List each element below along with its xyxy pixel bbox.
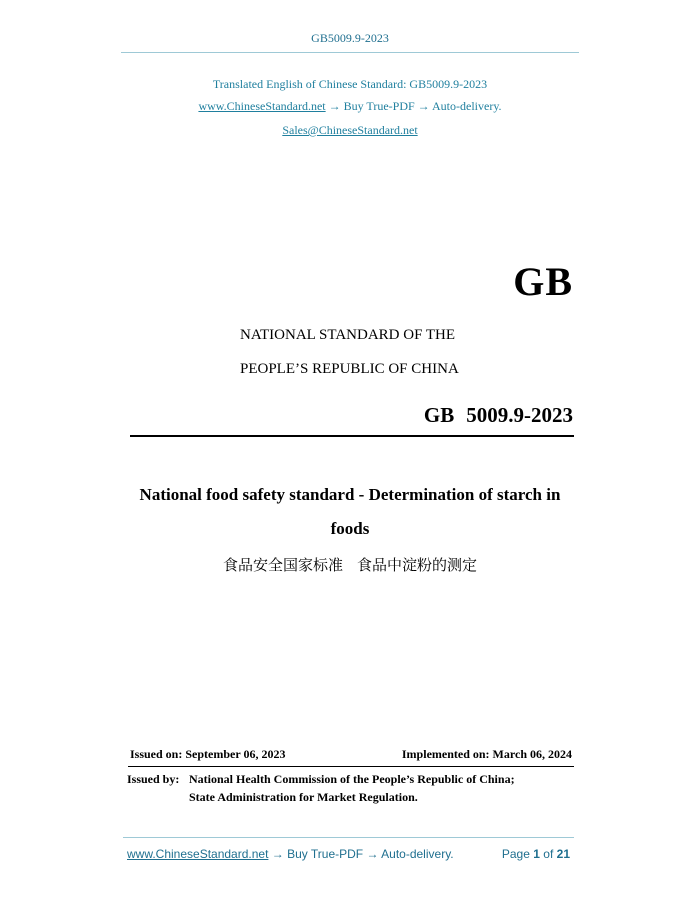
title-chinese: [0, 554, 700, 575]
page-of: of: [543, 847, 554, 861]
arrow-icon: →: [328, 99, 341, 113]
standard-prefix: GB: [423, 403, 455, 427]
issued-on-date: Issued on: September 06, 2023: [130, 747, 286, 761]
email-link[interactable]: Sales@ChineseStandard.net: [282, 123, 418, 137]
implemented-on-date: Implemented on: March 06, 2024: [401, 747, 572, 761]
title-english-line1: National food safety standard - Determination of starch in: [139, 485, 561, 504]
title-english-line2: foods: [330, 519, 370, 538]
title-chinese-part2: 食品中淀粉的测定: [357, 556, 478, 574]
footer-divider: [123, 837, 574, 838]
footer-auto-text: Auto-delivery.: [381, 847, 454, 861]
issued-by-line2: State Administration for Market Regulation.: [189, 790, 418, 804]
standard-code: 5009.9-2023: [466, 403, 573, 427]
national-standard-line1: NATIONAL STANDARD OF THE: [240, 327, 456, 343]
national-standard-line2: PEOPLE’S REPUBLIC OF CHINA: [240, 361, 459, 377]
translated-notice: Translated English of Chinese Standard: GB5009.9-2023: [212, 77, 488, 91]
arrow-icon: →: [366, 847, 379, 861]
header-document-code: GB5009.9-2023: [311, 31, 389, 45]
arrow-icon: →: [417, 99, 430, 113]
page-current: 1: [533, 847, 540, 861]
footer-site-link[interactable]: www.ChineseStandard.net: [127, 847, 269, 861]
issued-by-line1: National Health Commission of the People’s Republic of China;: [189, 772, 515, 786]
footer-purchase-line: [127, 847, 454, 861]
page-total: 21: [556, 847, 570, 861]
dates-divider: [128, 766, 574, 767]
footer-buy-text: Buy True-PDF: [287, 847, 364, 861]
header-divider: [121, 52, 579, 53]
buy-true-pdf-text: Buy True-PDF: [343, 99, 415, 113]
arrow-icon: →: [271, 847, 284, 861]
auto-delivery-text: Auto-delivery.: [432, 99, 502, 113]
page-label: Page: [501, 847, 530, 861]
site-link[interactable]: www.ChineseStandard.net: [198, 99, 326, 113]
issued-by-label: Issued by:: [127, 772, 180, 786]
purchase-line: [0, 99, 700, 114]
page-indicator: [502, 847, 570, 861]
email-line: [0, 123, 700, 138]
gb-logo: GB: [513, 259, 573, 304]
standard-number: [424, 403, 573, 428]
title-divider: [130, 435, 574, 437]
title-chinese-part1: 食品安全国家标准: [222, 556, 343, 574]
